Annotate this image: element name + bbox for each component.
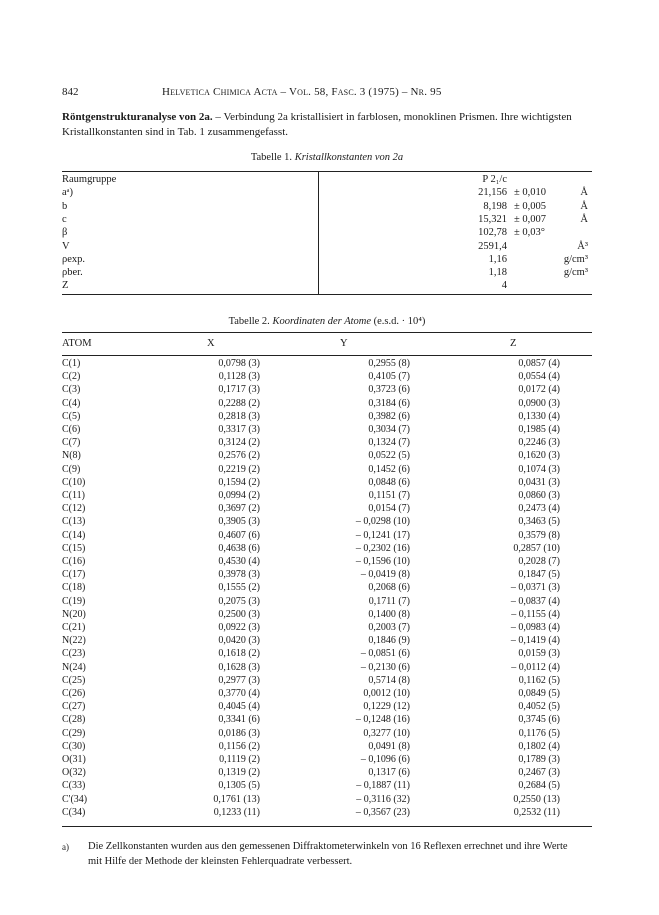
footnote-text: Die Zellkonstanten wurden aus den gemessenen Diffraktometerwinkeln von 16 Reflexen errechnet und ihre Werte mit Hilfe der Methode der kleinsten Fehlerquadrate verbessert.: [88, 841, 568, 867]
coord-x: 0,2500 (3): [218, 608, 260, 620]
coord-x: 0,3317 (3): [218, 424, 260, 435]
table2-caption-suffix: (e.s.d. · 10⁴): [373, 316, 426, 327]
coord-z: 0,0554 (4): [518, 371, 560, 383]
atom-label: C(1): [62, 358, 81, 369]
atom-label: N(24): [62, 661, 86, 673]
atom-label: C(12): [62, 503, 86, 515]
coord-y: 0,3982 (6): [368, 410, 410, 422]
constant-value: 1,18: [488, 267, 507, 279]
table2-caption-prefix: Tabelle 2.: [228, 316, 270, 327]
running-head: Helvetica Chimica Acta – Vol. 58, Fasc. 3 (1975) – Nr. 95: [162, 86, 442, 98]
atom-label: C(25): [62, 674, 86, 686]
coord-z: 0,3579 (8): [518, 529, 560, 541]
coord-x: 0,3697 (2): [218, 503, 260, 515]
coord-x: 0,2977 (3): [218, 674, 260, 686]
table-row: [62, 661, 592, 674]
table-row: [62, 740, 592, 753]
coord-x: 0,1305 (5): [218, 780, 260, 792]
constant-error: ± 0,010: [514, 187, 547, 199]
coord-y: 0,1711 (7): [368, 595, 410, 607]
constant-error: ± 0,007: [514, 213, 547, 225]
atom-label: C(6): [62, 424, 81, 435]
atom-coordinates-table: [62, 332, 592, 827]
table-row: [62, 766, 592, 779]
table-row: [62, 515, 592, 528]
coord-y: 0,1846 (9): [368, 635, 410, 647]
coord-y: 0,3184 (6): [368, 397, 410, 409]
atom-label: C(28): [62, 714, 86, 726]
constant-row: [62, 214, 592, 228]
table-row: [62, 476, 592, 489]
constant-value: 1,16: [488, 253, 507, 265]
coord-y: 0,1400 (8): [368, 608, 410, 620]
atom-label: C(29): [62, 727, 86, 739]
coord-x: 0,1618 (2): [218, 648, 260, 660]
constant-row: [62, 267, 592, 281]
constant-label: c: [62, 213, 67, 225]
coord-x: 0,0798 (3): [218, 358, 260, 369]
table-row: [62, 713, 592, 726]
coord-z: 0,0860 (3): [518, 490, 560, 501]
coord-z: 0,0431 (3): [518, 476, 560, 488]
coord-x: 0,1319 (2): [218, 767, 260, 779]
constant-unit: Å: [580, 187, 588, 199]
atom-label: C(7): [62, 437, 81, 449]
coord-y: 0,5714 (8): [368, 674, 410, 686]
atom-label: C(16): [62, 556, 86, 567]
table-row: [62, 449, 592, 462]
table2-header-row: [62, 338, 592, 352]
coord-z: 0,2857 (10): [513, 542, 560, 554]
coord-y: – 0,2130 (6): [360, 661, 410, 673]
coord-x: 0,0420 (3): [218, 635, 260, 647]
table-row: [62, 489, 592, 502]
table-row: [62, 687, 592, 700]
coord-y: – 0,3116 (32): [356, 793, 410, 805]
atom-label: C(2): [62, 371, 81, 383]
header-y: Y: [340, 338, 348, 349]
coord-y: 0,1317 (6): [368, 767, 410, 779]
coord-y: 0,1324 (7): [368, 437, 410, 449]
table-row: [62, 621, 592, 634]
atom-label: C(3): [62, 384, 81, 396]
coord-x: 0,1761 (13): [213, 793, 260, 805]
coord-y: 0,0154 (7): [368, 503, 410, 515]
table1-top-rule: [62, 171, 592, 172]
coord-z: 0,2684 (5): [518, 780, 560, 792]
constant-row: [62, 174, 592, 188]
constant-row: [62, 241, 592, 255]
atom-label: O(31): [62, 754, 86, 765]
constant-label: Raumgruppe: [62, 174, 117, 185]
atom-label: C(5): [62, 410, 81, 422]
coord-y: 0,1151 (7): [368, 490, 410, 501]
coord-x: 0,2075 (3): [218, 595, 260, 607]
table-row: [62, 423, 592, 436]
constant-row: [62, 280, 592, 294]
constant-value: P 2₁/c: [482, 174, 507, 185]
table2-header-rule: [62, 355, 592, 356]
atom-label: C(27): [62, 701, 86, 713]
constant-row: [62, 227, 592, 241]
coord-z: 0,2532 (11): [513, 806, 560, 818]
coord-z: – 0,0983 (4): [510, 622, 560, 633]
constant-row: [62, 201, 592, 215]
page-header: [62, 86, 592, 100]
coord-y: 0,4105 (7): [368, 371, 410, 383]
coord-z: 0,1789 (3): [518, 754, 560, 765]
coord-x: 0,3124 (2): [218, 437, 260, 449]
coord-y: – 0,0851 (6): [360, 648, 410, 660]
coord-x: 0,2288 (2): [218, 397, 260, 409]
atom-label: N(22): [62, 635, 86, 647]
page-number: 842: [62, 86, 79, 98]
table-row: [62, 727, 592, 740]
constant-label: Z: [62, 280, 69, 292]
constant-label: V: [62, 240, 70, 252]
table-row: [62, 436, 592, 449]
table-row: [62, 674, 592, 687]
coord-y: 0,2068 (6): [368, 582, 410, 594]
coord-x: 0,1119 (2): [219, 754, 260, 765]
coord-x: 0,2576 (2): [218, 450, 260, 462]
constant-error: ± 0,03°: [514, 227, 545, 239]
coord-z: 0,0159 (3): [518, 648, 560, 660]
table-row: [62, 370, 592, 383]
coord-z: – 0,0112 (4): [511, 661, 560, 673]
table2-caption-title: Koordinaten der Atome: [272, 316, 372, 327]
coord-x: 0,4045 (4): [218, 701, 260, 713]
header-x: X: [207, 338, 215, 349]
table1-caption-title: Kristallkonstanten von 2a: [294, 152, 404, 163]
coord-z: 0,2473 (4): [518, 503, 560, 515]
coord-z: 0,2028 (7): [518, 556, 560, 567]
coord-y: 0,1229 (12): [363, 701, 410, 713]
coord-z: 0,1074 (3): [518, 463, 560, 475]
constant-value: 8,198: [483, 200, 507, 212]
coord-x: 0,0186 (3): [218, 727, 260, 739]
coord-z: – 0,0837 (4): [510, 595, 560, 607]
crystal-constants-table: [62, 168, 592, 296]
coord-x: 0,1156 (2): [218, 740, 260, 752]
atom-label: C'(34): [62, 793, 88, 805]
atom-label: C(26): [62, 688, 86, 699]
coord-x: 0,2818 (3): [218, 410, 260, 422]
constant-label: ρexp.: [62, 253, 86, 265]
table-row: [62, 357, 592, 370]
table-row: [62, 595, 592, 608]
table-row: [62, 608, 592, 621]
coord-x: 0,1128 (3): [218, 371, 260, 383]
coord-x: 0,0994 (2): [218, 490, 260, 501]
table-row: [62, 581, 592, 594]
coord-y: 0,0491 (8): [368, 740, 410, 752]
coord-y: – 0,3567 (23): [355, 806, 410, 818]
coord-x: 0,2219 (2): [218, 463, 260, 475]
coord-x: 0,1717 (3): [218, 384, 260, 396]
constant-unit: Å: [580, 200, 588, 212]
atom-label: C(23): [62, 648, 86, 660]
constant-label: aᵃ): [62, 187, 74, 199]
coord-z: 0,0172 (4): [518, 384, 560, 396]
coord-z: 0,1802 (4): [518, 740, 560, 752]
constant-unit: g/cm³: [563, 253, 588, 265]
coord-y: 0,0848 (6): [368, 476, 410, 488]
atom-label: C(14): [62, 529, 86, 541]
coord-x: 0,3905 (3): [218, 516, 260, 528]
coord-x: 0,4607 (6): [218, 529, 260, 541]
coord-z: 0,4052 (5): [518, 701, 560, 713]
coord-x: 0,4638 (6): [218, 542, 260, 554]
coord-y: – 0,1096 (6): [360, 754, 410, 765]
constant-unit: Å³: [577, 240, 588, 252]
constant-label: b: [62, 200, 68, 212]
coord-z: 0,2246 (3): [518, 437, 560, 449]
atom-label: C(4): [62, 397, 81, 409]
table1-caption: [62, 152, 592, 163]
coord-y: 0,0522 (5): [368, 450, 410, 462]
coord-y: – 0,0419 (8): [360, 569, 410, 581]
atom-label: O(32): [62, 767, 86, 779]
coord-y: 0,3277 (10): [363, 727, 410, 739]
atom-label: C(9): [62, 463, 81, 475]
table-row: [62, 779, 592, 792]
atom-label: N(20): [62, 608, 86, 620]
constant-value: 21,156: [478, 187, 507, 199]
table-row: [62, 647, 592, 660]
intro-text: – Verbindung 2a kristallisiert in farblosen, monoklinen Prismen. Ihre wichtigsten Kristallkonstanten sind in Tab. 1 zusammengefasst.: [62, 111, 572, 138]
coord-x: 0,1628 (3): [218, 661, 260, 673]
table2-caption: [62, 316, 592, 327]
atom-label: C(17): [62, 569, 86, 581]
coord-y: – 0,1596 (10): [355, 556, 410, 567]
coord-z: 0,1330 (4): [518, 410, 560, 422]
atom-label: C(11): [62, 490, 85, 501]
table-row: [62, 806, 592, 819]
coord-y: – 0,1887 (11): [356, 780, 410, 792]
coord-x: 0,0922 (3): [218, 622, 260, 633]
table-row: [62, 793, 592, 806]
table-row: [62, 397, 592, 410]
table-row: [62, 502, 592, 515]
intro-paragraph: [62, 110, 582, 139]
table-row: [62, 700, 592, 713]
coord-y: – 0,0298 (10): [355, 516, 410, 528]
constant-value: 102,78: [478, 227, 507, 239]
atom-label: C(33): [62, 780, 86, 792]
coord-z: 0,1176 (5): [518, 727, 560, 739]
table-row: [62, 634, 592, 647]
coord-z: 0,1162 (5): [518, 674, 560, 686]
table1-caption-prefix: Tabelle 1.: [250, 152, 293, 163]
atom-label: C(13): [62, 516, 86, 528]
coord-z: 0,0849 (5): [518, 688, 560, 699]
coord-y: 0,2955 (8): [368, 358, 410, 369]
coord-z: 0,3463 (5): [518, 516, 560, 528]
atom-label: C(10): [62, 476, 86, 488]
table2-top-rule: [62, 332, 592, 333]
coord-y: – 0,1241 (17): [355, 529, 410, 541]
coord-z: – 0,1419 (4): [510, 635, 560, 647]
table-row: [62, 568, 592, 581]
coord-z: – 0,1155 (4): [511, 608, 560, 620]
constant-unit: g/cm³: [563, 267, 588, 279]
coord-x: 0,3978 (3): [218, 569, 260, 581]
constant-unit: Å: [580, 213, 588, 225]
atom-label: C(34): [62, 806, 86, 818]
coord-z: 0,1847 (5): [518, 569, 560, 581]
atom-label: C(18): [62, 582, 86, 594]
table-row: [62, 463, 592, 476]
coord-y: 0,2003 (7): [368, 622, 410, 633]
constant-label: ρber.: [62, 267, 83, 279]
atom-label: N(8): [62, 450, 81, 462]
coord-x: 0,4530 (4): [218, 556, 260, 567]
table-row: [62, 410, 592, 423]
section-lead: Röntgenstrukturanalyse von 2a.: [62, 111, 213, 123]
atom-label: C(15): [62, 542, 86, 554]
constant-label: β: [62, 227, 68, 239]
coord-y: 0,3034 (7): [368, 424, 410, 435]
header-z: Z: [510, 338, 517, 349]
coord-x: 0,1594 (2): [218, 476, 260, 488]
coord-z: 0,2550 (13): [513, 793, 560, 805]
coord-x: 0,1233 (11): [213, 806, 260, 818]
coord-y: 0,0012 (10): [363, 688, 410, 699]
constant-value: 4: [501, 280, 507, 292]
constant-row: [62, 254, 592, 268]
footnote: [62, 840, 582, 869]
constant-row: [62, 187, 592, 201]
table-row: [62, 542, 592, 555]
coord-z: 0,0857 (4): [518, 358, 560, 369]
constant-error: ± 0,005: [514, 200, 547, 212]
header-atom: ATOM: [62, 338, 92, 349]
coord-z: – 0,0371 (3): [510, 582, 560, 594]
coord-z: 0,3745 (6): [518, 714, 560, 726]
coord-y: – 0,1248 (16): [355, 714, 410, 726]
coord-x: 0,3770 (4): [218, 688, 260, 699]
footnote-mark: a): [62, 842, 69, 852]
coord-x: 0,3341 (6): [218, 714, 260, 726]
constant-value: 2591,4: [478, 240, 507, 252]
constant-value: 15,321: [478, 213, 507, 225]
coord-y: – 0,2302 (16): [355, 542, 410, 554]
table-row: [62, 383, 592, 396]
coord-x: 0,1555 (2): [218, 582, 260, 594]
table-row: [62, 555, 592, 568]
coord-z: 0,2467 (3): [518, 767, 560, 779]
coord-z: 0,1620 (3): [518, 450, 560, 462]
table-row: [62, 529, 592, 542]
table2-bottom-rule: [62, 826, 592, 827]
coord-y: 0,1452 (6): [368, 463, 410, 475]
coord-y: 0,3723 (6): [368, 384, 410, 396]
atom-label: C(30): [62, 740, 86, 752]
coord-z: 0,1985 (4): [518, 424, 560, 435]
table-row: [62, 753, 592, 766]
atom-label: C(21): [62, 622, 86, 633]
coord-z: 0,0900 (3): [518, 397, 560, 409]
atom-label: C(19): [62, 595, 86, 607]
